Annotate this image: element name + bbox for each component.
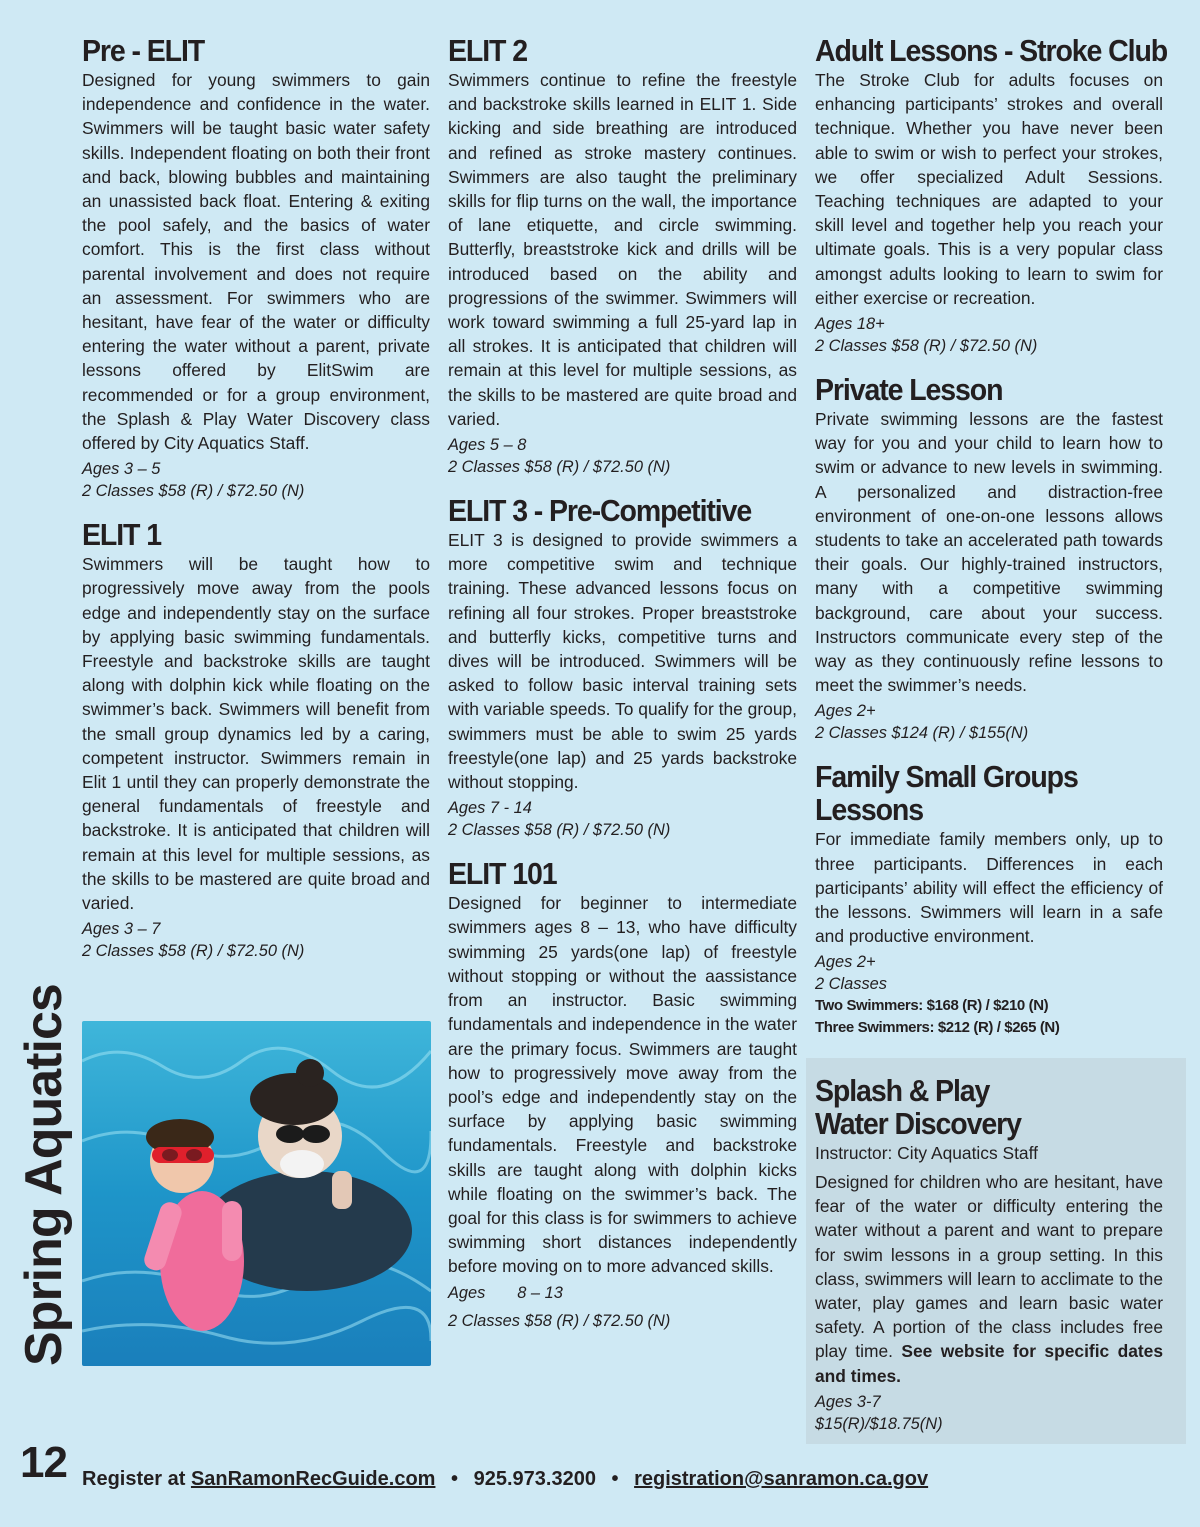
section-elit2 — [448, 34, 797, 478]
section-title: ELIT 101 — [448, 856, 557, 892]
section-pre-elit — [82, 34, 430, 502]
column-3 — [815, 33, 1168, 1055]
section-title: ELIT 3 - Pre-Competitive — [448, 493, 752, 529]
section-body: Designed for beginner to intermediate swimmers ages 8 – 13, who have difficulty swimming 25 yards(one lap) of freestyle without stopping or without the aassistance from an instructor. Basic swimming fundamentals and independence in the water are the primary focus. Swimmers are taught how to progressively move away from the pool’s edge and independently stay on the surface by applying basic swimming fundamentals. Freestyle and backstroke skills are taught along with dolphin kicks while floating on the swimmer’s back. The goal for this class is for swimmers to achieve swimming short distances independently before moving on to more advanced skills. — [448, 893, 797, 1277]
price: 2 Classes $58 (R) / $72.50 (N) — [448, 458, 671, 477]
section-title: ELIT 2 — [448, 33, 527, 68]
website-link[interactable]: SanRamonRecGuide.com — [190, 1468, 436, 1490]
side-title: Spring Aquatics — [15, 984, 73, 1366]
price: $15(R)/$18.75(N) — [815, 1414, 943, 1433]
ages: Ages 3-7 — [815, 1392, 881, 1411]
section-private — [815, 373, 1163, 744]
section-title: Family Small Groups Lessons — [815, 759, 1078, 828]
price: 2 Classes $58 (R) / $72.50 (N) — [815, 337, 1038, 356]
section-title: Splash & Play Water Discovery — [815, 1073, 1021, 1141]
ages: Ages 3 – 7 — [82, 920, 161, 939]
phone: 925.973.3200 — [473, 1468, 596, 1490]
column-1 — [82, 34, 430, 978]
ages: Ages 2+ — [815, 702, 876, 721]
section-elit3 — [448, 494, 797, 841]
price: 2 Classes $58 (R) / $72.50 (N) — [82, 942, 305, 961]
separator: • — [611, 1468, 619, 1490]
price: 2 Classes $58 (R) / $72.50 (N) — [448, 821, 671, 840]
page-number: 12 — [20, 1438, 67, 1487]
email-link[interactable]: registration@sanramon.ca.gov — [634, 1468, 929, 1490]
section-title: Private Lesson — [815, 372, 1003, 408]
classes: 2 Classes — [815, 975, 887, 994]
price: 2 Classes $58 (R) / $72.50 (N) — [448, 1311, 671, 1330]
price: 2 Classes $124 (R) / $155(N) — [815, 724, 1029, 743]
section-title: Pre - ELIT — [82, 33, 205, 68]
section-body: Swimmers will be taught how to progressively move away from the pools edge and independently stay on the surface by applying basic swimming fundamentals. Freestyle and backstroke skills are taught along with dolphin kick while floating on the swimmer’s back. Swimmers will benefit from the small group dynamics led by a caring, competent instructor. Swimmers remain in Elit 1 until they can properly demonstrate the general fundamentals of freestyle and backstroke. It is anticipated that children will remain at this level for multiple sessions, as the skills to be mastered are quite broad and varied. — [82, 554, 430, 914]
splash-play-box — [806, 1058, 1186, 1444]
section-title: Adult Lessons - Stroke Club — [815, 33, 1168, 68]
section-adult — [815, 33, 1168, 357]
ages: Ages 18+ — [815, 315, 885, 334]
swim-photo — [82, 1021, 431, 1366]
footer — [82, 1465, 928, 1493]
ages: Ages 7 - 14 — [448, 799, 532, 818]
section-elit101 — [448, 857, 797, 1331]
section-body: Designed for young swimmers to gain independence and confidence in the water. Swimmers will be taught basic water safety skills. Independent floating on both their front and back, blowing bubbles and maintaining an unassisted back float. Entering & exiting the pool safely, and the basics of water comfort. This is the first class without parental involvement and does not require an assessment. For swimmers who are hesitant, have fear of the water or difficulty entering the water without a parent, private lessons offered by ElitSwim are recommended or for a group environment, the Splash & Play Water Discovery class offered by City Aquatics Staff. — [82, 70, 430, 454]
price-three: Three Swimmers: $212 (R) / $265 (N) — [815, 1019, 1060, 1037]
website-note: See website for specific dates and times. — [815, 1341, 1164, 1386]
column-2 — [448, 34, 797, 1348]
price-two: Two Swimmers: $168 (R) / $210 (N) — [815, 997, 1049, 1015]
section-body: The Stroke Club for adults focuses on enhancing participants’ strokes and overall technique. Whether you have never been able to swim or wish to perfect your strokes, we offer specialized Adult Sessions. Teaching techniques are adapted to your skill level and together help you reach your ultimate goals. This is a very popular class amongst adults looking to learn to swim for either exercise or recreation. — [815, 70, 1163, 308]
section-family — [815, 760, 1163, 1039]
price: 2 Classes $58 (R) / $72.50 (N) — [82, 482, 305, 501]
section-elit1 — [82, 518, 430, 962]
section-title: ELIT 1 — [82, 517, 161, 553]
instructor: Instructor: City Aquatics Staff — [815, 1143, 1038, 1163]
section-body: Private swimming lessons are the fastest way for you and your child to learn how to swim or advance to new levels in swimming. A personalized and distraction-free environment of one-on-one lessons allows students to take an accelerated path towards their goals. Our highly-trained instructors, many with a competitive swimming background, care about your success. Instructors communicate every step of the way as they continuously refine lessons to meet the swimmer’s needs. — [815, 409, 1163, 696]
register-label: Register at — [82, 1468, 186, 1490]
section-body: ELIT 3 is designed to provide swimmers a more competitive swim and technique training. These advanced lessons focus on refining all four strokes. Proper breaststroke and butterfly kicks, competitive turns and dives will be introduced. Swimmers will be asked to follow basic interval training sets with variable speeds. To qualify for the group, swimmers must be able to swim 25 yards freestyle(one lap) and 25 yards backstroke without stopping. — [448, 530, 797, 793]
section-body: For immediate family members only, up to three participants. Differences in each participants’ ability will effect the efficiency of the lessons. Swimmers will learn in a safe and productive environment. — [815, 829, 1163, 947]
section-body: Swimmers continue to refine the freestyle and backstroke skills learned in ELIT 1. Side kicking and side breathing are introduced and refined as stroke mastery continues. Swimmers are also taught the preliminary skills for flip turns on the wall, the importance of lane etiquette, and circle swimming. Butterfly, breaststroke kick and drills will be introduced based on the ability and progressions of the swimmer. Swimmers will work toward swimming a full 25-yard lap in all strokes. It is anticipated that children will remain at this level for multiple sessions, as the skills to be mastered are quite broad and varied. — [448, 70, 797, 429]
ages: Ages 5 – 8 — [448, 436, 527, 455]
ages: Ages 2+ — [815, 953, 876, 972]
ages: Ages 8 – 13 — [448, 1283, 563, 1302]
separator: • — [451, 1468, 459, 1490]
section-body: Designed for children who are hesitant, have fear of the water or difficulty entering the water without a parent and want to prepare for swim lessons in a group setting. In this class, swimmers will learn to acclimate to the water, play games and learn basic water safety. A portion of the class includes free play time. See website for specific dates and times. — [815, 1172, 1164, 1386]
ages: Ages 3 – 5 — [82, 460, 161, 479]
